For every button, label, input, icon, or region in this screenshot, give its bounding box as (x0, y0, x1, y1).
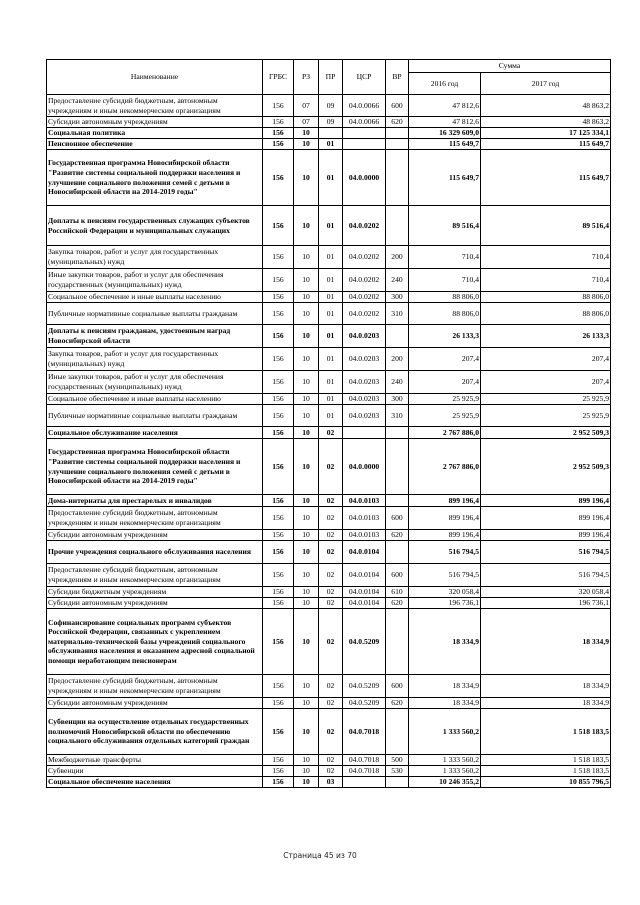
vr-cell: 620 (386, 530, 409, 541)
pr-cell: 01 (319, 325, 343, 348)
rz-cell: 10 (294, 292, 319, 303)
rz-cell: 10 (294, 427, 319, 439)
grbs-cell: 156 (263, 269, 294, 292)
table-row (47, 541, 611, 564)
csr-cell: 04.0.0103 (343, 507, 386, 530)
row-name: Субсидии автономным учреждениям (47, 598, 263, 609)
vr-cell (386, 206, 409, 246)
csr-cell: 04.0.0202 (343, 292, 386, 303)
rz-cell: 10 (294, 587, 319, 598)
rz-cell: 10 (294, 371, 319, 394)
row-name: Публичные нормативные социальные выплаты гражданам (47, 303, 263, 325)
csr-cell: 04.0.5209 (343, 675, 386, 698)
amount-2017-cell: 2 952 509,3 (481, 427, 611, 439)
vr-cell: 620 (386, 598, 409, 609)
rz-cell: 10 (294, 541, 319, 564)
pr-cell: 01 (319, 206, 343, 246)
amount-2017-cell: 89 516,4 (481, 206, 611, 246)
vr-cell (386, 777, 409, 788)
amount-2017-cell: 1 518 183,5 (481, 766, 611, 777)
rz-cell: 10 (294, 777, 319, 788)
amount-2017-cell: 25 925,9 (481, 394, 611, 405)
row-name: Прочие учреждения социального обслуживания населения (47, 541, 263, 564)
vr-cell: 600 (386, 675, 409, 698)
amount-2016-cell: 899 196,4 (409, 495, 481, 507)
pr-cell (319, 128, 343, 139)
vr-cell: 240 (386, 269, 409, 292)
amount-2016-cell: 18 334,9 (409, 698, 481, 709)
rz-cell: 10 (294, 609, 319, 675)
amount-2016-cell: 516 794,5 (409, 541, 481, 564)
table-row (47, 246, 611, 269)
table-body (47, 95, 611, 788)
rz-cell: 10 (294, 530, 319, 541)
rz-cell: 10 (294, 507, 319, 530)
row-name: Публичные нормативные социальные выплаты гражданам (47, 405, 263, 427)
amount-2016-cell: 710,4 (409, 246, 481, 269)
csr-cell: 04.0.0202 (343, 303, 386, 325)
vr-cell: 310 (386, 405, 409, 427)
row-name: Субсидии автономным учреждениям (47, 117, 263, 128)
amount-2016-cell: 710,4 (409, 269, 481, 292)
csr-cell (343, 139, 386, 150)
amount-2016-cell: 196 736,1 (409, 598, 481, 609)
rz-cell: 10 (294, 698, 319, 709)
grbs-cell: 156 (263, 439, 294, 495)
row-name: Доплаты к пенсиям государственных служащих субъектов Российской Федерации и муниципальных служащих (47, 206, 263, 246)
vr-cell: 620 (386, 117, 409, 128)
amount-2016-cell: 26 133,3 (409, 325, 481, 348)
table-row (47, 128, 611, 139)
rz-cell: 10 (294, 766, 319, 777)
csr-cell: 04.0.0066 (343, 95, 386, 117)
table-row (47, 698, 611, 709)
table-row (47, 766, 611, 777)
row-name: Социальное обеспечение и иные выплаты населению (47, 394, 263, 405)
csr-cell: 04.0.7018 (343, 766, 386, 777)
amount-2016-cell: 10 246 355,2 (409, 777, 481, 788)
grbs-cell: 156 (263, 95, 294, 117)
amount-2016-cell: 47 812,6 (409, 95, 481, 117)
table-row (47, 394, 611, 405)
vr-cell: 600 (386, 507, 409, 530)
grbs-cell: 156 (263, 394, 294, 405)
table-row (47, 507, 611, 530)
vr-cell: 310 (386, 303, 409, 325)
vr-cell (386, 139, 409, 150)
csr-cell: 04.0.0203 (343, 371, 386, 394)
amount-2016-cell: 320 058,4 (409, 587, 481, 598)
amount-2016-cell: 25 925,9 (409, 394, 481, 405)
pr-cell: 01 (319, 303, 343, 325)
amount-2017-cell: 516 794,5 (481, 564, 611, 587)
row-name: Субвенции (47, 766, 263, 777)
grbs-cell: 156 (263, 587, 294, 598)
pr-cell: 01 (319, 269, 343, 292)
vr-cell: 300 (386, 394, 409, 405)
amount-2017-cell: 25 925,9 (481, 405, 611, 427)
amount-2017-cell: 516 794,5 (481, 541, 611, 564)
grbs-cell: 156 (263, 698, 294, 709)
pr-cell: 09 (319, 117, 343, 128)
amount-2016-cell: 16 329 609,0 (409, 128, 481, 139)
grbs-cell: 156 (263, 325, 294, 348)
grbs-cell: 156 (263, 709, 294, 755)
table-row (47, 371, 611, 394)
pr-cell: 02 (319, 766, 343, 777)
grbs-cell: 156 (263, 348, 294, 371)
page-number: Страница 45 из 70 (283, 851, 357, 860)
grbs-cell: 156 (263, 150, 294, 206)
csr-cell: 04.0.0103 (343, 530, 386, 541)
row-name: Предоставление субсидий бюджетным, автономным учреждениям и иным некоммерческим организациям (47, 564, 263, 587)
amount-2017-cell: 115 649,7 (481, 139, 611, 150)
table-row (47, 777, 611, 788)
vr-cell: 240 (386, 371, 409, 394)
pr-cell: 02 (319, 541, 343, 564)
rz-cell: 07 (294, 117, 319, 128)
pr-cell: 01 (319, 292, 343, 303)
grbs-cell: 156 (263, 675, 294, 698)
amount-2017-cell: 18 334,9 (481, 698, 611, 709)
table-row (47, 348, 611, 371)
amount-2017-cell: 18 334,9 (481, 609, 611, 675)
pr-cell: 02 (319, 587, 343, 598)
csr-cell: 04.0.0203 (343, 348, 386, 371)
csr-cell: 04.0.0104 (343, 598, 386, 609)
row-name: Субвенции на осуществление отдельных государственных полномочий Новосибирской области по обеспечению социального обслуживания отдельных категорий граждан (47, 709, 263, 755)
table-row (47, 587, 611, 598)
amount-2017-cell: 88 806,0 (481, 303, 611, 325)
amount-2017-cell: 207,4 (481, 371, 611, 394)
header-pr: ПР (319, 60, 343, 95)
rz-cell: 10 (294, 128, 319, 139)
vr-cell: 610 (386, 587, 409, 598)
csr-cell: 04.0.0103 (343, 495, 386, 507)
header-csr: ЦСР (343, 60, 386, 95)
table-row (47, 117, 611, 128)
row-name: Субсидии автономным учреждениям (47, 530, 263, 541)
row-name: Социальное обеспечение и иные выплаты населению (47, 292, 263, 303)
grbs-cell: 156 (263, 303, 294, 325)
rz-cell: 10 (294, 206, 319, 246)
rz-cell: 10 (294, 150, 319, 206)
vr-cell: 200 (386, 246, 409, 269)
csr-cell: 04.0.0202 (343, 206, 386, 246)
pr-cell: 03 (319, 777, 343, 788)
csr-cell: 04.0.0000 (343, 439, 386, 495)
amount-2017-cell: 18 334,9 (481, 675, 611, 698)
table-row (47, 405, 611, 427)
table-row (47, 206, 611, 246)
header-vr: ВР (386, 60, 409, 95)
header-2016: 2016 год (409, 73, 481, 95)
pr-cell: 01 (319, 348, 343, 371)
grbs-cell: 156 (263, 530, 294, 541)
grbs-cell: 156 (263, 117, 294, 128)
csr-cell: 04.0.0203 (343, 325, 386, 348)
table-row (47, 427, 611, 439)
row-name: Предоставление субсидий бюджетным, автономным учреждениям и иным некоммерческим организациям (47, 95, 263, 117)
csr-cell: 04.0.5209 (343, 609, 386, 675)
table-row (47, 598, 611, 609)
table-row (47, 292, 611, 303)
pr-cell: 01 (319, 150, 343, 206)
grbs-cell: 156 (263, 139, 294, 150)
pr-cell: 02 (319, 495, 343, 507)
pr-cell: 02 (319, 755, 343, 766)
amount-2017-cell: 26 133,3 (481, 325, 611, 348)
pr-cell: 02 (319, 698, 343, 709)
amount-2017-cell: 320 058,4 (481, 587, 611, 598)
rz-cell: 10 (294, 495, 319, 507)
rz-cell: 10 (294, 405, 319, 427)
row-name: Предоставление субсидий бюджетным, автономным учреждениям и иным некоммерческим организациям (47, 675, 263, 698)
row-name: Закупка товаров, работ и услуг для государственных (муниципальных) нужд (47, 246, 263, 269)
row-name: Социальное обеспечение населения (47, 777, 263, 788)
amount-2017-cell: 899 196,4 (481, 507, 611, 530)
csr-cell: 04.0.7018 (343, 709, 386, 755)
amount-2016-cell: 18 334,9 (409, 609, 481, 675)
rz-cell: 10 (294, 139, 319, 150)
grbs-cell: 156 (263, 766, 294, 777)
csr-cell (343, 128, 386, 139)
row-name: Субсидии бюджетным учреждениям (47, 587, 263, 598)
row-name: Доплаты к пенсиям гражданам, удостоенным наград Новосибирской области (47, 325, 263, 348)
amount-2016-cell: 1 333 560,2 (409, 755, 481, 766)
rz-cell: 10 (294, 564, 319, 587)
header-rz: РЗ (294, 60, 319, 95)
amount-2016-cell: 2 767 886,0 (409, 427, 481, 439)
pr-cell: 02 (319, 598, 343, 609)
amount-2017-cell: 710,4 (481, 269, 611, 292)
amount-2016-cell: 115 649,7 (409, 139, 481, 150)
amount-2017-cell: 899 196,4 (481, 495, 611, 507)
rz-cell: 10 (294, 325, 319, 348)
row-name: Субсидии автономным учреждениям (47, 698, 263, 709)
pr-cell: 01 (319, 246, 343, 269)
csr-cell: 04.0.7018 (343, 755, 386, 766)
amount-2016-cell: 899 196,4 (409, 530, 481, 541)
pr-cell: 02 (319, 564, 343, 587)
grbs-cell: 156 (263, 507, 294, 530)
pr-cell: 02 (319, 709, 343, 755)
table-row (47, 755, 611, 766)
csr-cell: 04.0.0203 (343, 405, 386, 427)
amount-2017-cell: 88 806,0 (481, 292, 611, 303)
grbs-cell: 156 (263, 755, 294, 766)
rz-cell: 10 (294, 246, 319, 269)
vr-cell (386, 439, 409, 495)
header-sum: Сумма (409, 60, 611, 73)
vr-cell: 500 (386, 755, 409, 766)
header-grbs: ГРБС (263, 60, 294, 95)
vr-cell (386, 709, 409, 755)
pr-cell: 02 (319, 675, 343, 698)
pr-cell: 01 (319, 405, 343, 427)
vr-cell: 300 (386, 292, 409, 303)
amount-2017-cell: 115 649,7 (481, 150, 611, 206)
table-row (47, 609, 611, 675)
amount-2016-cell: 2 767 886,0 (409, 439, 481, 495)
amount-2016-cell: 207,4 (409, 348, 481, 371)
amount-2017-cell: 48 863,2 (481, 95, 611, 117)
row-name: Закупка товаров, работ и услуг для государственных (муниципальных) нужд (47, 348, 263, 371)
csr-cell: 04.0.0203 (343, 394, 386, 405)
table-row (47, 139, 611, 150)
grbs-cell: 156 (263, 246, 294, 269)
amount-2016-cell: 25 925,9 (409, 405, 481, 427)
vr-cell: 620 (386, 698, 409, 709)
table-row (47, 495, 611, 507)
amount-2016-cell: 89 516,4 (409, 206, 481, 246)
table-row (47, 303, 611, 325)
pr-cell: 02 (319, 507, 343, 530)
table-row (47, 269, 611, 292)
pr-cell: 09 (319, 95, 343, 117)
csr-cell: 04.0.0104 (343, 541, 386, 564)
row-name: Социальная политика (47, 128, 263, 139)
amount-2016-cell: 115 649,7 (409, 150, 481, 206)
rz-cell: 07 (294, 95, 319, 117)
grbs-cell: 156 (263, 427, 294, 439)
rz-cell: 10 (294, 394, 319, 405)
amount-2016-cell: 88 806,0 (409, 303, 481, 325)
table-row (47, 709, 611, 755)
amount-2016-cell: 18 334,9 (409, 675, 481, 698)
amount-2016-cell: 899 196,4 (409, 507, 481, 530)
amount-2016-cell: 1 333 560,2 (409, 766, 481, 777)
amount-2016-cell: 516 794,5 (409, 564, 481, 587)
header-2017: 2017 год (481, 73, 611, 95)
row-name: Государственная программа Новосибирской области "Развитие системы социальной поддержки населения и улучшение социального положения семей с детьми в Новосибирской области на 2014-2019 годы" (47, 439, 263, 495)
table-row (47, 325, 611, 348)
rz-cell: 10 (294, 675, 319, 698)
vr-cell: 600 (386, 95, 409, 117)
csr-cell: 04.0.5209 (343, 698, 386, 709)
amount-2017-cell: 710,4 (481, 246, 611, 269)
amount-2017-cell: 17 125 334,1 (481, 128, 611, 139)
amount-2016-cell: 88 806,0 (409, 292, 481, 303)
grbs-cell: 156 (263, 292, 294, 303)
grbs-cell: 156 (263, 405, 294, 427)
vr-cell (386, 325, 409, 348)
grbs-cell: 156 (263, 609, 294, 675)
csr-cell: 04.0.0202 (343, 269, 386, 292)
grbs-cell: 156 (263, 541, 294, 564)
rz-cell: 10 (294, 269, 319, 292)
amount-2017-cell: 48 863,2 (481, 117, 611, 128)
csr-cell: 04.0.0202 (343, 246, 386, 269)
row-name: Софинансирование социальных программ субъектов Российской Федерации, связанных с укреплением материально-технической базы учреждений социального обслуживания населения и оказанием адресной социальной помощи неработающим пенсионерам (47, 609, 263, 675)
table-row (47, 439, 611, 495)
pr-cell: 02 (319, 530, 343, 541)
amount-2017-cell: 1 518 183,5 (481, 709, 611, 755)
budget-table (46, 59, 611, 788)
vr-cell (386, 541, 409, 564)
rz-cell: 10 (294, 598, 319, 609)
vr-cell: 200 (386, 348, 409, 371)
pr-cell: 01 (319, 371, 343, 394)
csr-cell: 04.0.0104 (343, 587, 386, 598)
row-name: Дома-интернаты для престарелых и инвалидов (47, 495, 263, 507)
table-row (47, 675, 611, 698)
rz-cell: 10 (294, 303, 319, 325)
grbs-cell: 156 (263, 495, 294, 507)
grbs-cell: 156 (263, 128, 294, 139)
vr-cell: 530 (386, 766, 409, 777)
rz-cell: 10 (294, 439, 319, 495)
amount-2017-cell: 1 518 183,5 (481, 755, 611, 766)
csr-cell: 04.0.0104 (343, 564, 386, 587)
amount-2017-cell: 196 736,1 (481, 598, 611, 609)
pr-cell: 02 (319, 427, 343, 439)
rz-cell: 10 (294, 755, 319, 766)
table-row (47, 564, 611, 587)
table-row (47, 95, 611, 117)
vr-cell (386, 427, 409, 439)
amount-2017-cell: 2 952 509,3 (481, 439, 611, 495)
csr-cell: 04.0.0000 (343, 150, 386, 206)
vr-cell (386, 128, 409, 139)
amount-2016-cell: 1 333 560,2 (409, 709, 481, 755)
rz-cell: 10 (294, 709, 319, 755)
amount-2017-cell: 899 196,4 (481, 530, 611, 541)
table-row (47, 530, 611, 541)
pr-cell: 01 (319, 139, 343, 150)
csr-cell (343, 777, 386, 788)
table-header (47, 60, 611, 95)
pr-cell: 02 (319, 609, 343, 675)
vr-cell (386, 495, 409, 507)
row-name: Государственная программа Новосибирской области "Развитие системы социальной поддержки населения и улучшение социального положения семей с детьми в Новосибирской области на 2014-2019 годы" (47, 150, 263, 206)
pr-cell: 01 (319, 394, 343, 405)
vr-cell: 600 (386, 564, 409, 587)
amount-2017-cell: 10 855 796,5 (481, 777, 611, 788)
grbs-cell: 156 (263, 564, 294, 587)
rz-cell: 10 (294, 348, 319, 371)
table-row (47, 150, 611, 206)
vr-cell (386, 150, 409, 206)
grbs-cell: 156 (263, 777, 294, 788)
csr-cell (343, 427, 386, 439)
amount-2016-cell: 47 812,6 (409, 117, 481, 128)
amount-2016-cell: 207,4 (409, 371, 481, 394)
row-name: Иные закупки товаров, работ и услуг для обеспечения государственных (муниципальных) нужд (47, 371, 263, 394)
row-name: Пенсионное обеспечение (47, 139, 263, 150)
amount-2017-cell: 207,4 (481, 348, 611, 371)
vr-cell (386, 609, 409, 675)
grbs-cell: 156 (263, 371, 294, 394)
header-name: Наименование (47, 60, 263, 95)
grbs-cell: 156 (263, 206, 294, 246)
row-name: Иные закупки товаров, работ и услуг для обеспечения государственных (муниципальных) нужд (47, 269, 263, 292)
grbs-cell: 156 (263, 598, 294, 609)
row-name: Предоставление субсидий бюджетным, автономным учреждениям и иным некоммерческим организациям (47, 507, 263, 530)
row-name: Социальное обслуживание населения (47, 427, 263, 439)
pr-cell: 02 (319, 439, 343, 495)
csr-cell: 04.0.0066 (343, 117, 386, 128)
row-name: Межбюджетные трансферты (47, 755, 263, 766)
